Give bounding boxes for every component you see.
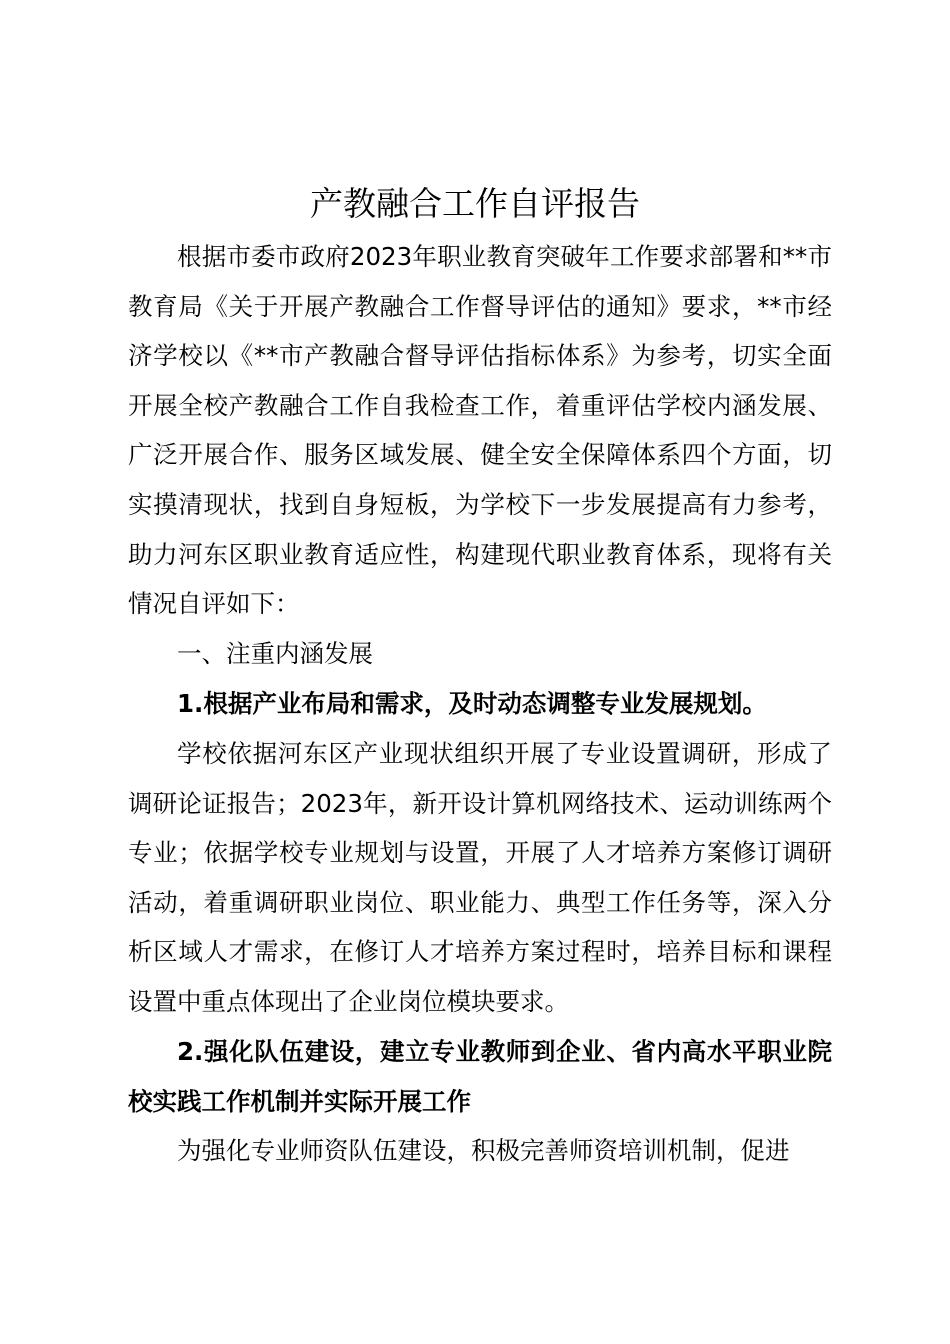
item-heading-2: 2.强化队伍建设，建立专业教师到企业、省内高水平职业院校实践工作机制并实际开展工作 — [128, 1037, 832, 1116]
item-body-2: 为强化专业师资队伍建设，积极完善师资培训机制，促进 — [177, 1136, 790, 1165]
section-heading: 一、注重内涵发展 — [177, 639, 373, 668]
item-heading-1: 1.根据产业布局和需求，及时动态调整专业发展规划。 — [177, 689, 767, 718]
item-body-1: 学校依据河东区产业现状组织开展了专业设置调研，形成了调研论证报告；2023年，新开设计算机网络技术、运动训练两个专业；依据学校专业规划与设置，开展了人才培养方案修订调研活动，着重调研职业岗位、职业能力、典型工作任务等，深入分析区域人才需求，在修订人才培养方案过程时，培养目标和课程设置中重点体现出了企业岗位模块要求。 — [128, 739, 832, 1016]
document-title: 产教融合工作自评报告 — [310, 184, 640, 223]
intro-paragraph: 根据市委市政府2023年职业教育突破年工作要求部署和**市教育局《关于开展产教融合工作督导评估的通知》要求，**市经济学校以《**市产教融合督导评估指标体系》为参考，切实全面开展全校产教融合工作自我检查工作，着重评估学校内涵发展、广泛开展合作、服务区域发展、健全安全保障体系四个方面，切实摸清现状，找到自身短板，为学校下一步发展提高有力参考，助力河东区职业教育适应性，构建现代职业教育体系，现将有关情况自评如下： — [128, 242, 832, 619]
